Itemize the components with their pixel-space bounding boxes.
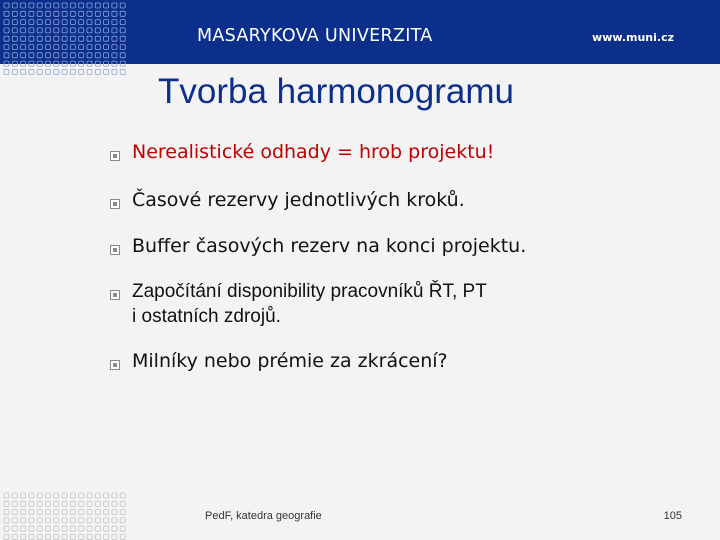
bullet-item	[110, 140, 670, 165]
square-bullet-icon	[110, 290, 120, 300]
bullet-item	[110, 279, 670, 329]
dot-pattern-decoration	[0, 490, 175, 540]
bullet-item	[110, 349, 670, 374]
header-bar	[0, 0, 720, 64]
square-bullet-icon	[110, 360, 120, 370]
university-url: www.muni.cz	[592, 31, 674, 44]
bullet-text: Časové rezervy jednotlivých kroků.	[132, 189, 465, 211]
square-bullet-icon	[110, 199, 120, 209]
bullet-text: Milníky nebo prémie za zkrácení?	[132, 350, 448, 372]
bullet-item	[110, 188, 670, 213]
bullet-text-line: Započítání disponibility pracovníků ŘT, PT	[132, 281, 487, 302]
bullet-item	[110, 234, 670, 259]
bullet-list	[110, 140, 670, 374]
dot-pattern-decoration	[0, 0, 175, 80]
bullet-text: Nerealistické odhady = hrob projektu!	[132, 141, 495, 163]
university-name: MASARYKOVA UNIVERZITA	[197, 26, 433, 46]
slide-title: Tvorba harmonogramu	[158, 72, 514, 111]
bullet-text-line: i ostatních zdrojů.	[132, 306, 281, 327]
bullet-text: Buffer časových rezerv na konci projektu.	[132, 235, 527, 257]
page-number: 105	[663, 510, 682, 522]
square-bullet-icon	[110, 245, 120, 255]
square-bullet-icon	[110, 151, 120, 161]
footer-text: PedF, katedra geografie	[205, 510, 322, 522]
